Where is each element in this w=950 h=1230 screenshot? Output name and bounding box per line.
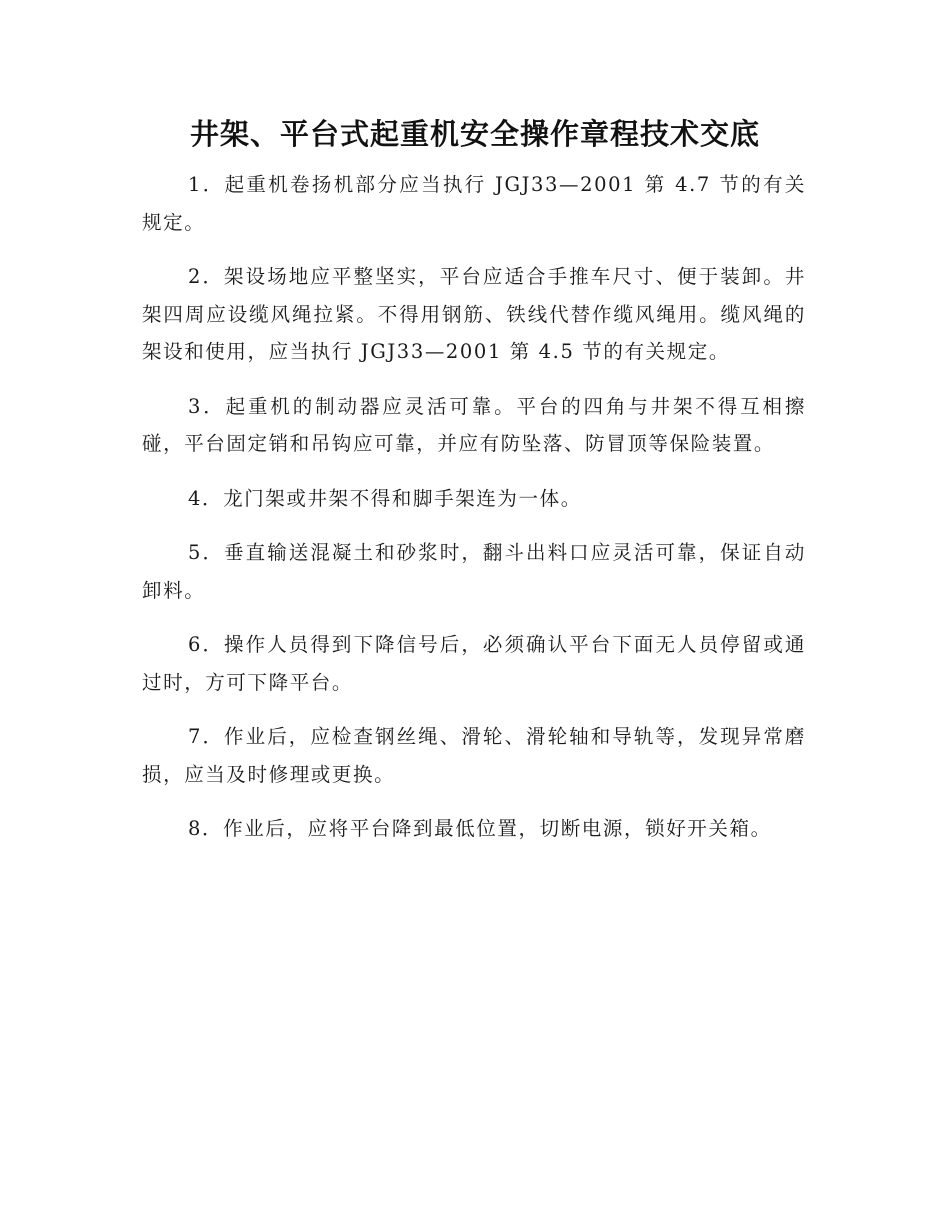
paragraph-5: 5．垂直输送混凝土和砂浆时，翻斗出料口应灵活可靠，保证自动卸料。 bbox=[142, 541, 806, 602]
document-body bbox=[142, 166, 806, 865]
paragraph-4: 4．龙门架或井架不得和脚手架连为一体。 bbox=[188, 486, 582, 510]
paragraph-6: 6．操作人员得到下降信号后，必须确认平台下面无人员停留或通过时，方可下降平台。 bbox=[142, 633, 806, 694]
paragraph-7: 7．作业后，应检查钢丝绳、滑轮、滑轮轴和导轨等，发现异常磨损，应当及时修理或更换。 bbox=[142, 725, 806, 786]
paragraph-2: 2．架设场地应平整坚实，平台应适合手推车尺寸、便于装卸。井架四周应设缆风绳拉紧。不得用钢筋、铁线代替作缆风绳用。缆风绳的架设和使用，应当执行 JGJ33—2001 第 4.5 节的有关规定。 bbox=[142, 265, 806, 363]
paragraph-8: 8．作业后，应将平台降到最低位置，切断电源，锁好开关箱。 bbox=[188, 817, 772, 840]
paragraph-1: 1．起重机卷扬机部分应当执行 JGJ33—2001 第 4.7 节的有关规定。 bbox=[142, 173, 806, 234]
paragraph-3: 3．起重机的制动器应灵活可靠。平台的四角与井架不得互相擦碰，平台固定销和吊钩应可靠，并应有防坠落、防冒顶等保险装置。 bbox=[142, 394, 806, 455]
document-title: 井架、平台式起重机安全操作章程技术交底 bbox=[189, 117, 760, 151]
